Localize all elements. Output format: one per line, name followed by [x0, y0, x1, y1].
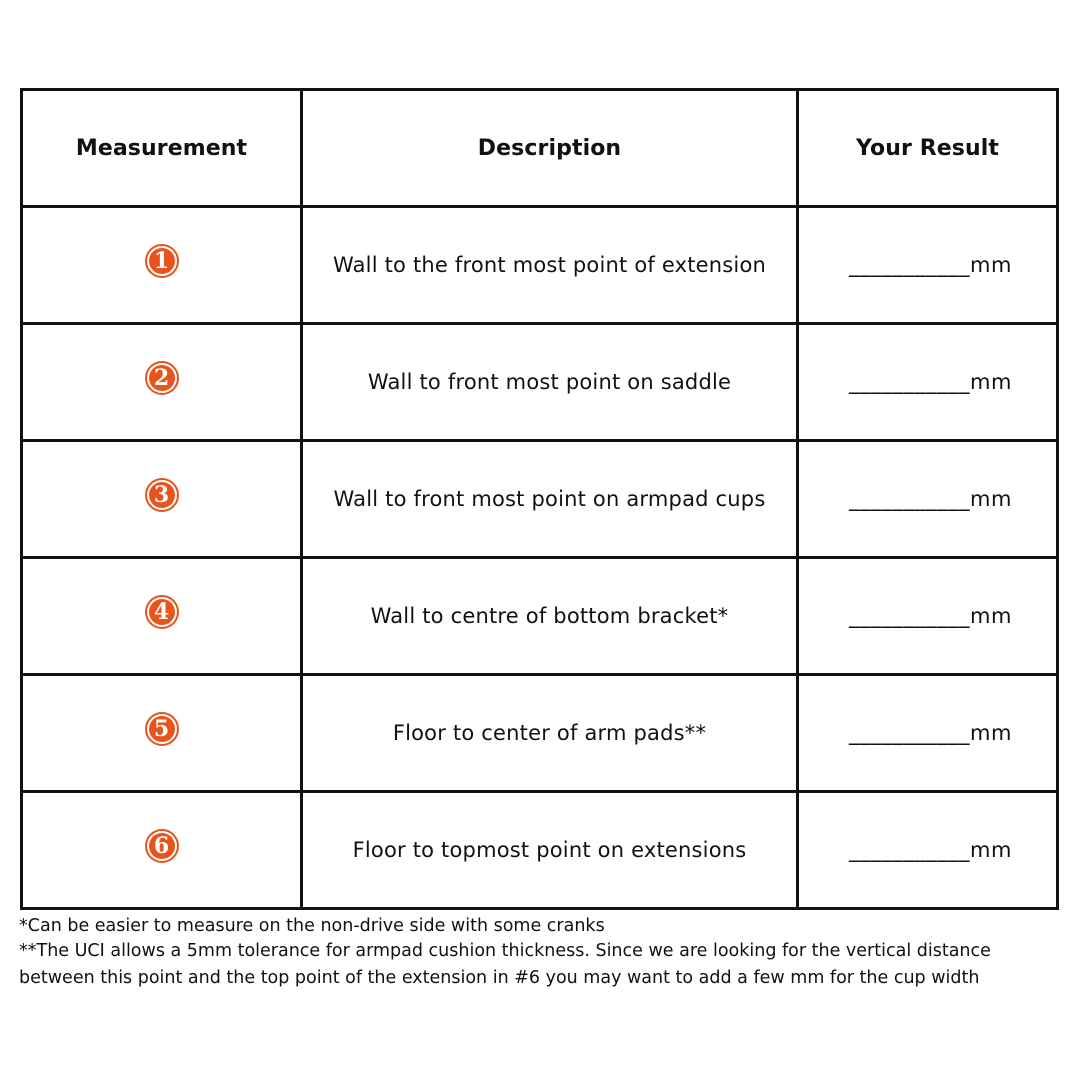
- badge-number: 4: [149, 599, 175, 625]
- number-badge-icon: [145, 595, 179, 629]
- badge-number: 1: [149, 248, 175, 274]
- footnotes: [19, 914, 1069, 992]
- result-blank[interactable]: ___________mm: [849, 487, 1012, 511]
- result-cell[interactable]: [798, 675, 1058, 792]
- number-badge-icon: [145, 829, 179, 863]
- table-row: [22, 558, 1058, 675]
- description-cell: [302, 675, 798, 792]
- badge-number: 3: [149, 482, 175, 508]
- description-text: Floor to topmost point on extensions: [352, 838, 747, 862]
- result-cell[interactable]: [798, 441, 1058, 558]
- result-cell[interactable]: [798, 558, 1058, 675]
- result-blank[interactable]: ___________mm: [849, 604, 1012, 628]
- result-blank[interactable]: ___________mm: [849, 721, 1012, 745]
- measurement-cell: [22, 675, 302, 792]
- header-measurement: Measurement: [22, 90, 302, 207]
- result-blank[interactable]: ___________mm: [849, 370, 1012, 394]
- badge-number: 2: [149, 365, 175, 391]
- measurement-cell: [22, 207, 302, 324]
- description-cell: [302, 207, 798, 324]
- result-cell[interactable]: [798, 324, 1058, 441]
- description-cell: [302, 441, 798, 558]
- badge-number: 6: [149, 833, 175, 859]
- description-text: Wall to front most point on saddle: [367, 370, 732, 394]
- measurement-table: [20, 88, 1059, 910]
- description-cell: [302, 324, 798, 441]
- measurement-cell: [22, 558, 302, 675]
- number-badge-icon: [145, 478, 179, 512]
- badge-number: 5: [149, 716, 175, 742]
- number-badge-icon: [145, 361, 179, 395]
- table-row: [22, 792, 1058, 909]
- measurement-sheet: [20, 88, 1056, 910]
- description-cell: [302, 792, 798, 909]
- measurement-cell: [22, 441, 302, 558]
- table-row: [22, 441, 1058, 558]
- table-row: [22, 324, 1058, 441]
- description-text: Floor to center of arm pads**: [392, 721, 707, 745]
- header-description: Description: [302, 90, 798, 207]
- result-blank[interactable]: ___________mm: [849, 838, 1012, 862]
- result-blank[interactable]: ___________mm: [849, 253, 1012, 277]
- description-cell: [302, 558, 798, 675]
- table-header-row: [22, 90, 1058, 207]
- number-badge-icon: [145, 244, 179, 278]
- measurement-cell: [22, 792, 302, 909]
- description-text: Wall to the front most point of extension: [332, 253, 767, 277]
- table-row: [22, 207, 1058, 324]
- number-badge-icon: [145, 712, 179, 746]
- footnote-1: *Can be easier to measure on the non-drive side with some cranks: [19, 916, 605, 936]
- result-cell[interactable]: [798, 792, 1058, 909]
- header-your-result: Your Result: [798, 90, 1058, 207]
- table-row: [22, 675, 1058, 792]
- footnote-2: **The UCI allows a 5mm tolerance for armpad cushion thickness. Since we are looking for the vertical distance between this point and the top point of the extension in #6 you may want to add a few mm for the cup width: [19, 941, 991, 988]
- description-text: Wall to centre of bottom bracket*: [370, 604, 729, 628]
- measurement-cell: [22, 324, 302, 441]
- result-cell[interactable]: [798, 207, 1058, 324]
- description-text: Wall to front most point on armpad cups: [333, 487, 766, 511]
